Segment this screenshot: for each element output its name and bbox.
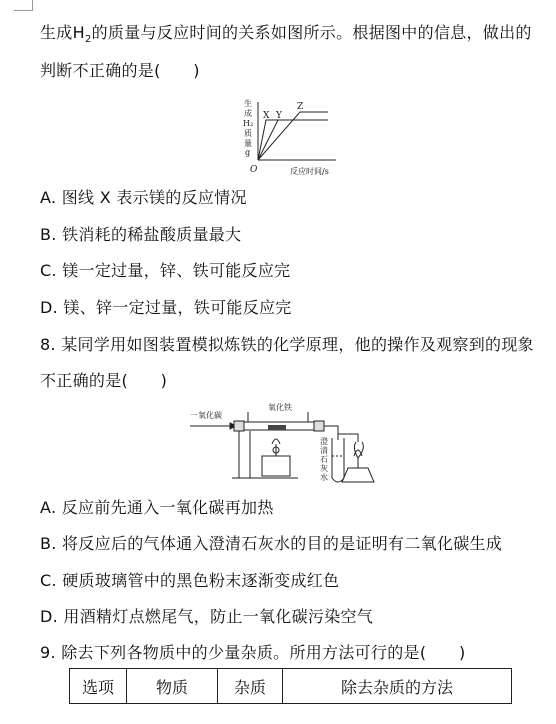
table-header-cell: 除去杂质的方法 (283, 669, 512, 704)
curve-label-x: X (263, 111, 270, 121)
q7-option-c: C. 镁一定过量，锌、铁可能反应完 (40, 261, 291, 280)
y-axis-label-char: H₂ (243, 119, 254, 128)
table-header-cell: 物质 (127, 669, 218, 704)
alcohol-lamp (262, 456, 290, 476)
fe2o3-label: 氧化铁 (268, 403, 292, 412)
q8-option-d: D. 用酒精灯点燃尾气，防止一氧化碳污染空气 (40, 607, 374, 626)
q8-apparatus (188, 398, 376, 488)
page-corner-mark (14, 0, 33, 11)
curve-label-z: Z (297, 102, 304, 112)
q7-option-d: D. 镁、锌一定过量，铁可能反应完 (40, 298, 292, 317)
x-axis-label: 反应时间/s (290, 167, 329, 176)
q8-stem-line1: 8. 某同学用如图装置模拟炼铁的化学原理，他的操作及观察到的现象 (40, 335, 534, 354)
limewater-label-char: 灰 (320, 464, 328, 473)
test-tube (332, 438, 344, 482)
tail-gas-burner (342, 468, 374, 482)
limewater-label-char: 澄 (320, 437, 328, 446)
q8-option-b: B. 将反应后的气体通入澄清石灰水的目的是证明有二氧化碳生成 (40, 534, 503, 553)
q9-table (69, 668, 512, 704)
q8-option-c: C. 硬质玻璃管中的黑色粉末逐渐变成红色 (40, 571, 340, 590)
y-axis-label-char: 成 (244, 109, 252, 118)
limewater-label-char: 水 (320, 473, 328, 482)
q7-option-b: B. 铁消耗的稀盐酸质量最大 (40, 225, 242, 244)
table-header-cell: 选项 (70, 669, 127, 704)
q7-graph (228, 98, 340, 180)
y-axis-label-char: 生 (244, 99, 252, 108)
q8-option-a: A. 反应前先通入一氧化碳再加热 (40, 498, 274, 517)
table-header-row (70, 669, 512, 704)
y-axis-label-char: 量 (244, 139, 252, 148)
iron-oxide-powder (268, 425, 286, 430)
y-axis-label-char: 质 (244, 129, 252, 138)
curve-label-y: Y (276, 111, 282, 121)
limewater-label-char: 清 (320, 446, 328, 455)
q9-stem: 9. 除去下列各物质中的少量杂质。所用方法可行的是( ) (40, 643, 466, 662)
lamp-flame (272, 439, 280, 444)
table-header-cell: 杂质 (218, 669, 283, 704)
y-axis-label-char: g (245, 148, 251, 157)
q8-stem-line2: 不正确的是( ) (40, 371, 168, 390)
q7-stem-line1: 生成$H_2$的质量与反应时间的关系如图所示。根据图中的信息，做出的 (40, 23, 532, 46)
q7-stem-line2: 判断不正确的是( ) (40, 61, 200, 80)
co-label: 一氧化碳 (190, 411, 222, 420)
origin-label: O (250, 165, 258, 175)
q7-option-a: A. 图线 X 表示镁的反应情况 (40, 188, 247, 207)
curve-y (258, 120, 328, 160)
limewater-label-char: 石 (320, 455, 328, 464)
